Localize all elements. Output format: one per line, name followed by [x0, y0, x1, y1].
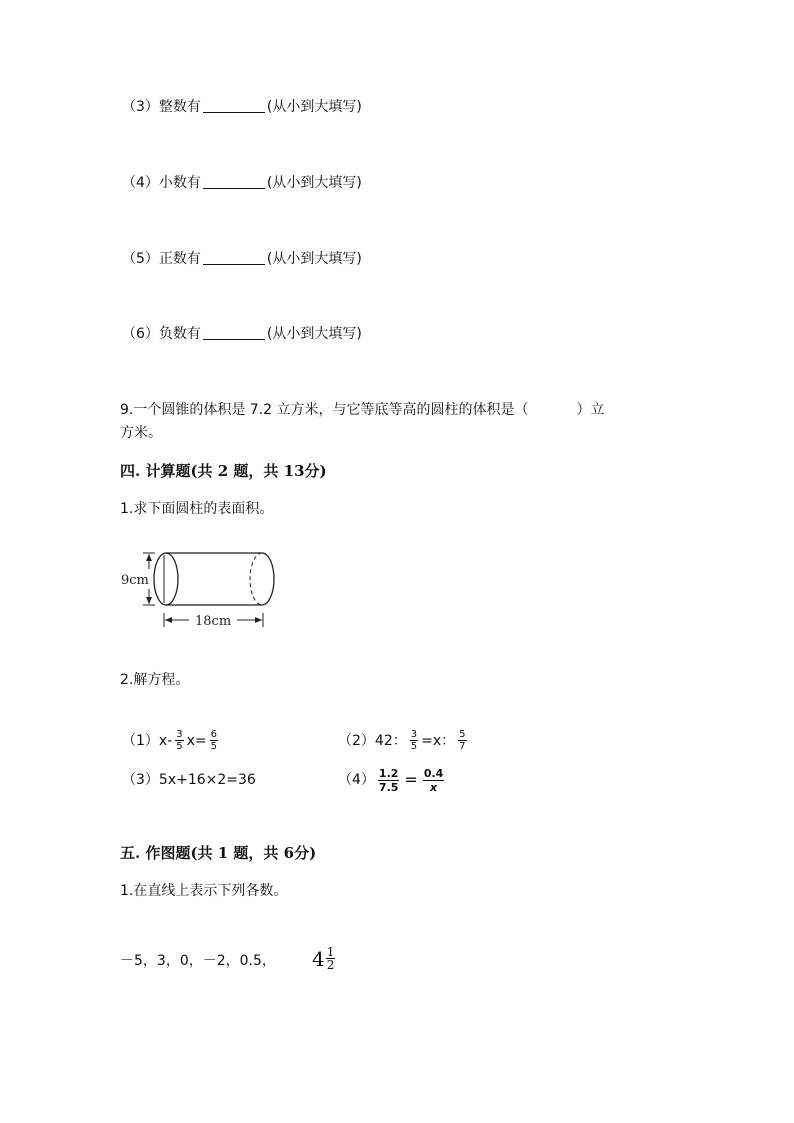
cylinder-diagram	[115, 545, 285, 635]
fraction: $\frac{0.4}{x}$	[423, 766, 444, 794]
equation-1: （1） x- $\frac{3}{5}$ x= $\frac{6}{5}$	[122, 729, 218, 752]
fraction: $\frac{3}{5}$	[410, 729, 418, 752]
fill-item-6: （6）负数有 (从小到大填写)	[122, 326, 362, 342]
length-label: 18cm	[195, 614, 232, 629]
equation-3: （3）5x+16×2=36	[122, 772, 256, 788]
equation-4: （4） $\frac{1.2}{7.5}$ = $\frac{0.4}{x}$	[338, 766, 444, 794]
answer-blank[interactable]	[203, 174, 265, 189]
fraction: $\frac{6}{5}$	[210, 729, 218, 752]
answer-blank[interactable]	[203, 250, 265, 265]
fraction: $\frac{1}{2}$	[326, 945, 335, 972]
answer-blank[interactable]	[203, 98, 265, 113]
section-4-question-2: 2.解方程。	[120, 672, 190, 688]
mixed-number: 4 $\frac{1}{2}$	[312, 945, 335, 972]
fill-item-3: （3）整数有 (从小到大填写)	[122, 99, 362, 115]
section-4-title: 四. 计算题(共 2 题，共 13分)	[120, 462, 327, 480]
fill-item-5: （5）正数有 (从小到大填写)	[122, 251, 362, 267]
section-4-question-1: 1.求下面圆柱的表面积。	[120, 501, 274, 517]
section-5-question-1: 1.在直线上表示下列各数。	[120, 883, 288, 899]
height-label: 9cm	[121, 573, 149, 588]
fraction: $\frac{1.2}{7.5}$	[378, 766, 399, 794]
number-list: －5，3，0，－2，0.5，	[120, 953, 276, 969]
section-5-title: 五. 作图题(共 1 题，共 6分)	[120, 844, 317, 862]
question-9-line2: 方米。	[120, 425, 162, 441]
answer-blank[interactable]	[203, 325, 265, 340]
fraction: $\frac{3}{5}$	[176, 729, 183, 752]
fraction: $\frac{5}{7}$	[459, 729, 466, 752]
question-9: 9.一个圆锥的体积是 7.2 立方米，与它等底等高的圆柱的体积是（ ）立	[120, 402, 605, 418]
fill-item-4: （4）小数有 (从小到大填写)	[122, 175, 362, 191]
equation-2: （2） 42： $\frac{3}{5}$ =x： $\frac{5}{7}$	[338, 729, 466, 752]
